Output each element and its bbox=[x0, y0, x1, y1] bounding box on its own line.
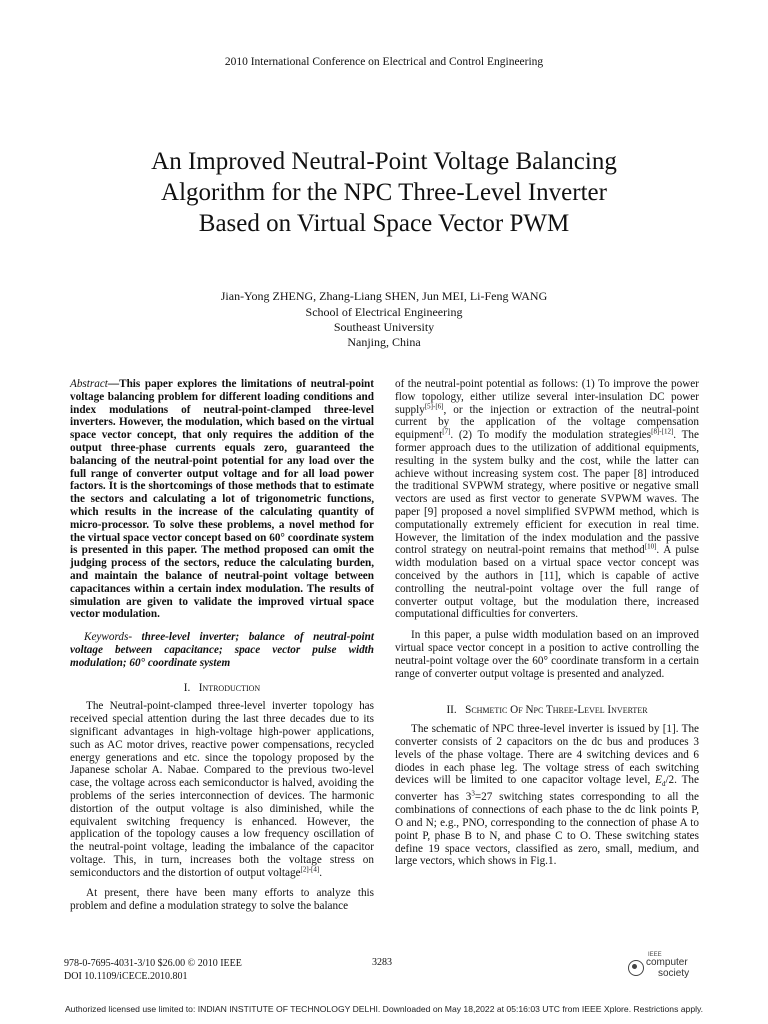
schematic-paragraph bbox=[395, 723, 699, 868]
intro-p1-end: . bbox=[319, 866, 322, 879]
affiliation bbox=[0, 305, 768, 350]
abstract bbox=[70, 378, 374, 621]
section-heading-schematic bbox=[395, 704, 699, 717]
license-notice: Authorized licensed use limited to: INDIAN INSTITUTE OF TECHNOLOGY DELHI. Downloaded on May 18,2022 at 05:16:03 UTC from IEEE Xplore. Restrictions apply. bbox=[64, 1004, 704, 1014]
affiliation-location: Nanjing, China bbox=[347, 335, 421, 349]
right-column bbox=[395, 378, 699, 868]
ieee-logo-icon bbox=[628, 960, 644, 976]
page-number: 3283 bbox=[372, 957, 392, 968]
citation: [5]-[6] bbox=[424, 401, 444, 410]
abstract-text: —This paper explores the limitations of neutral-point voltage balancing problem for different loading conditions and index modulations of neutral-point-clamped three-level inverters. However, the modulation, which based on the virtual space vector concept, that only requires the addition of the output three-phase currents equals zero, guaranteed the balancing of the neutral-point potential for any load over the full range of converter output voltage and for all load power factors. It is the shortcomings of those methods that to estimate the sectors and calculating a lot of trigonometric functions, which results in the increase of the calculating quantity of micro-processor. To solve these problems, a novel method for the virtual space vector concept based on 60° coordinate system is presented in this paper. The method proposed can omit the judging process of the sectors, reduce the calculating burden, and maintain the balance of neutral-point voltage between capacitances within a certain index modulation. The results of simulation are given to validate the improved virtual space vector modulation. bbox=[70, 378, 374, 621]
keywords-label: Keywords- bbox=[84, 631, 133, 644]
text-run: The schematic of NPC three-level inverter is issued by [1]. The converter consists of 2 capacitors on the dc bus and produces 3 levels of the phase voltage. There are 4 switching devices and 6 diodes in each phase leg. The voltage stress of each switching devices will be limited to one capacitor voltage level, bbox=[395, 723, 699, 787]
intro-paragraph-1 bbox=[70, 700, 374, 879]
section-numeral: II. bbox=[446, 704, 457, 717]
doi-line: DOI 10.1109/iCECE.2010.801 bbox=[64, 971, 188, 982]
conference-header: 2010 International Conference on Electrical and Control Engineering bbox=[224, 56, 544, 68]
keywords-text: three-level inverter; balance of neutral-point voltage between capacitance; space vector pulse width modulation; 60° coordinate system bbox=[70, 631, 374, 669]
text-run: . A pulse width modulation based on a virtual space vector concept was conceived by the authors in [11], which is capable of active controlling the neutral-point voltage over the full range of converter output voltage, but the modulation there, increased computational difficulties for converters. bbox=[395, 544, 699, 621]
intro-paragraph-3 bbox=[395, 378, 699, 621]
exponent: 3 bbox=[471, 789, 475, 798]
title-line-3: Based on Virtual Space Vector PWM bbox=[198, 210, 570, 237]
section-numeral: I. bbox=[183, 681, 191, 694]
affiliation-school: School of Electrical Engineering bbox=[305, 305, 463, 319]
intro-paragraph-4: In this paper, a pulse width modulation based on an improved virtual space vector concept in a position to active controlling the neutral-point voltage over the 60° coordinate transform in a certain range of converter output voltage is presented and analyzed. bbox=[395, 629, 699, 680]
text-run: , or the injection or extraction of the neutral-point current by the application of the voltage compensation equipment bbox=[395, 403, 699, 442]
isbn-line: 978-0-7695-4031-3/10 $26.00 © 2010 IEEE bbox=[64, 958, 242, 969]
section-heading-introduction bbox=[70, 682, 374, 695]
logo-ieee-text: IEEE bbox=[648, 952, 662, 958]
ed-symbol: E bbox=[655, 774, 662, 787]
ieee-computer-society-logo bbox=[628, 952, 708, 980]
author-list: Jian-Yong ZHENG, Zhang-Liang SHEN, Jun MEI, Li-Feng WANG bbox=[220, 289, 548, 303]
text-run: of the neutral-point potential as follows: (1) To improve the power flow topology, either utilize several inter-insulation DC power supply bbox=[395, 378, 699, 416]
abstract-label: Abstract bbox=[70, 378, 108, 390]
logo-society-text: society bbox=[658, 968, 690, 979]
title-line-1: An Improved Neutral-Point Voltage Balancing bbox=[151, 148, 617, 175]
title-line-2: Algorithm for the NPC Three-Level Inverter bbox=[161, 179, 607, 206]
affiliation-university: Southeast University bbox=[333, 320, 435, 334]
logo-computer-text: computer bbox=[646, 957, 688, 968]
paper-title bbox=[84, 146, 684, 239]
citation: [7] bbox=[442, 427, 451, 436]
section-title: Schmetic Of Npc Three-Level Inverter bbox=[465, 704, 648, 717]
text-run: . (2) To modify the modulation strategies bbox=[450, 429, 652, 442]
text-run: /2. The converter has 3 bbox=[395, 774, 699, 804]
intro-p1-text: The Neutral-point-clamped three-level inverter topology has received special attention during the last three decades due to its significant advantages in high-voltage high-power applications, such as AC motor drives, reactive power compensations, recycled energy generations and etc. since the topology proposed by the Japanese scholar A. Nabae. Compared to the previous two-level case, the voltage across each semiconductor is halved, avoiding the problems of the series interconnection of devices. The harmonic distortion of the output voltage is also diminished, while the equivalent switching frequency is enhanced. However, the application of the topology causes a low frequency oscillation of the neutral-point voltage, leading the imbalance of the capacitor voltage. This, in turn, increases both the voltage stress on semiconductors and the distortion of output voltage bbox=[70, 700, 374, 879]
citation: [8]-[12] bbox=[651, 427, 674, 436]
text-run: =27 switching states corresponding to all the combinations of connections of each phase to the dc link points P, O and N; e.g., PNO, corresponding to the connection of phase A to point P, phase B to N, and phase C to O. These switching states define 19 space vectors, classified as zero, small, medium, and large vectors, which shows in Fig.1. bbox=[395, 791, 699, 868]
left-column bbox=[70, 378, 374, 913]
section-title: Introduction bbox=[198, 681, 261, 694]
ed-subscript: d bbox=[661, 780, 666, 789]
intro-paragraph-2: At present, there have been many efforts to analyze this problem and define a modulation strategy to solve the balance bbox=[70, 887, 374, 913]
text-run: . The former approach dues to the utilization of additional equipments, resulting in the system bulky and the cost, while the latter can achieve without increasing system cost. The paper [8] introduced the traditional SVPWM strategy, where positive or negative small vectors are used as first vector to generate SVPWM waves. The paper [9] proposed a novel simplified SVPWM method, which is computationally extremely efficient for execution in real time. However, the limitation of the index modulation and the passive control strategy on neutral-point remains that method bbox=[395, 429, 699, 557]
footer-copyright bbox=[64, 957, 242, 983]
citation: [2]-[4] bbox=[300, 864, 320, 873]
keywords bbox=[70, 631, 374, 669]
citation: [10] bbox=[644, 542, 657, 551]
